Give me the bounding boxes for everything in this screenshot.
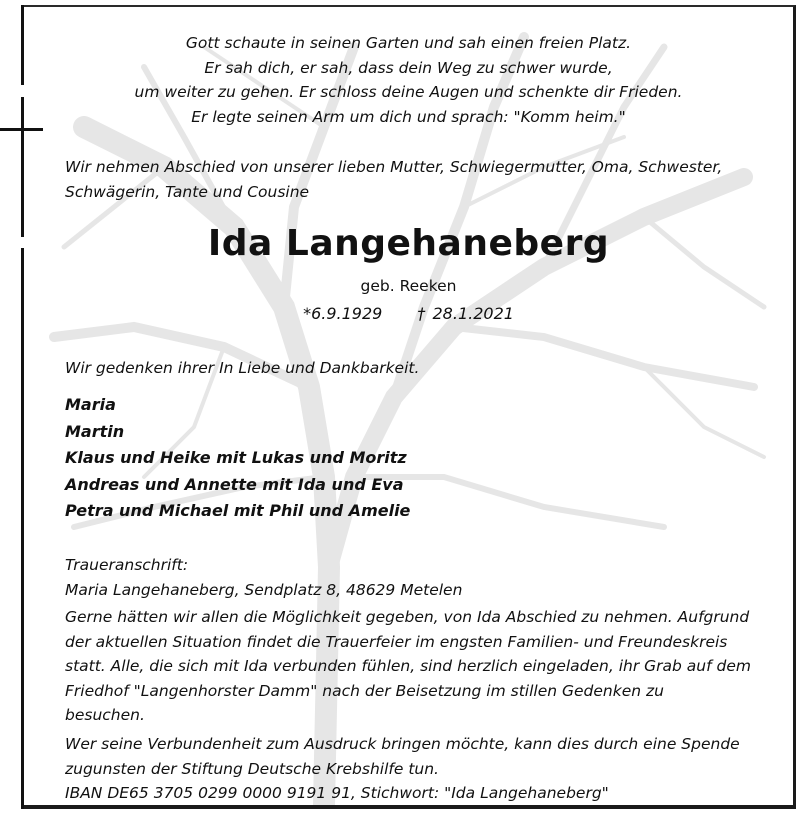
family-member: Andreas und Annette mit Ida und Eva xyxy=(65,474,404,494)
family-member: Martin xyxy=(65,421,125,441)
birth-date: *6.9.1929 xyxy=(303,304,383,323)
poem-line: um weiter zu gehen. Er schloss deine Augen und schenkte dir Frieden. xyxy=(134,83,683,101)
notice-line: statt. Alle, die sich mit Ida verbunden fühlen, sind herzlich eingeladen, ihr Grab auf dem xyxy=(65,657,751,675)
poem xyxy=(24,31,793,129)
notice-line: Friedhof "Langenhorster Damm" nach der Beisetzung im stillen Gedenken zu xyxy=(65,681,664,700)
donation-line: Wer seine Verbundenheit zum Ausdruck bringen möchte, kann dies durch eine Spende xyxy=(65,735,740,753)
deceased-name: Ida Langehaneberg xyxy=(207,223,610,264)
notice-line: besuchen. xyxy=(65,706,145,724)
farewell-intro xyxy=(65,155,779,204)
intro-line: Schwägerin, Tante und Cousine xyxy=(65,182,310,201)
address-label: Traueranschrift: xyxy=(65,556,189,574)
mourning-address xyxy=(65,553,462,602)
poem-line: Er sah dich, er sah, dass dein Weg zu schwer wurde, xyxy=(204,58,613,77)
donation-iban: IBAN DE65 3705 0299 0000 9191 91, Stichwort: "Ida Langehaneberg" xyxy=(65,784,609,802)
life-dates xyxy=(24,304,793,323)
remembrance-text: Wir gedenken ihrer In Liebe und Dankbarkeit. xyxy=(65,359,420,377)
funeral-notice xyxy=(65,605,779,728)
birth-name: geb. Reeken xyxy=(360,277,457,295)
notice-line: Gerne hätten wir allen die Möglichkeit gegeben, von Ida Abschied zu nehmen. Aufgrund xyxy=(65,608,750,626)
donation-line: zugunsten der Stiftung Deutsche Krebshilfe tun. xyxy=(65,759,439,778)
family-member: Klaus und Heike mit Lukas und Moritz xyxy=(65,448,407,467)
family-list xyxy=(65,392,410,525)
poem-line: Gott schaute in seinen Garten und sah einen freien Platz. xyxy=(185,34,632,52)
donation-info xyxy=(65,732,779,806)
obituary-content xyxy=(24,7,793,805)
address-value: Maria Langehaneberg, Sendplatz 8, 48629 Metelen xyxy=(65,580,463,599)
intro-line: Wir nehmen Abschied von unserer lieben Mutter, Schwiegermutter, Oma, Schwester, xyxy=(65,158,723,176)
family-member: Petra und Michael mit Phil und Amelie xyxy=(65,501,411,520)
family-member: Maria xyxy=(65,395,116,414)
poem-line: Er legte seinen Arm um dich und sprach: "Komm heim." xyxy=(191,107,626,126)
death-date: † 28.1.2021 xyxy=(417,304,514,323)
notice-line: der aktuellen Situation findet die Trauerfeier im engsten Familien- und Freundeskreis xyxy=(65,632,728,651)
